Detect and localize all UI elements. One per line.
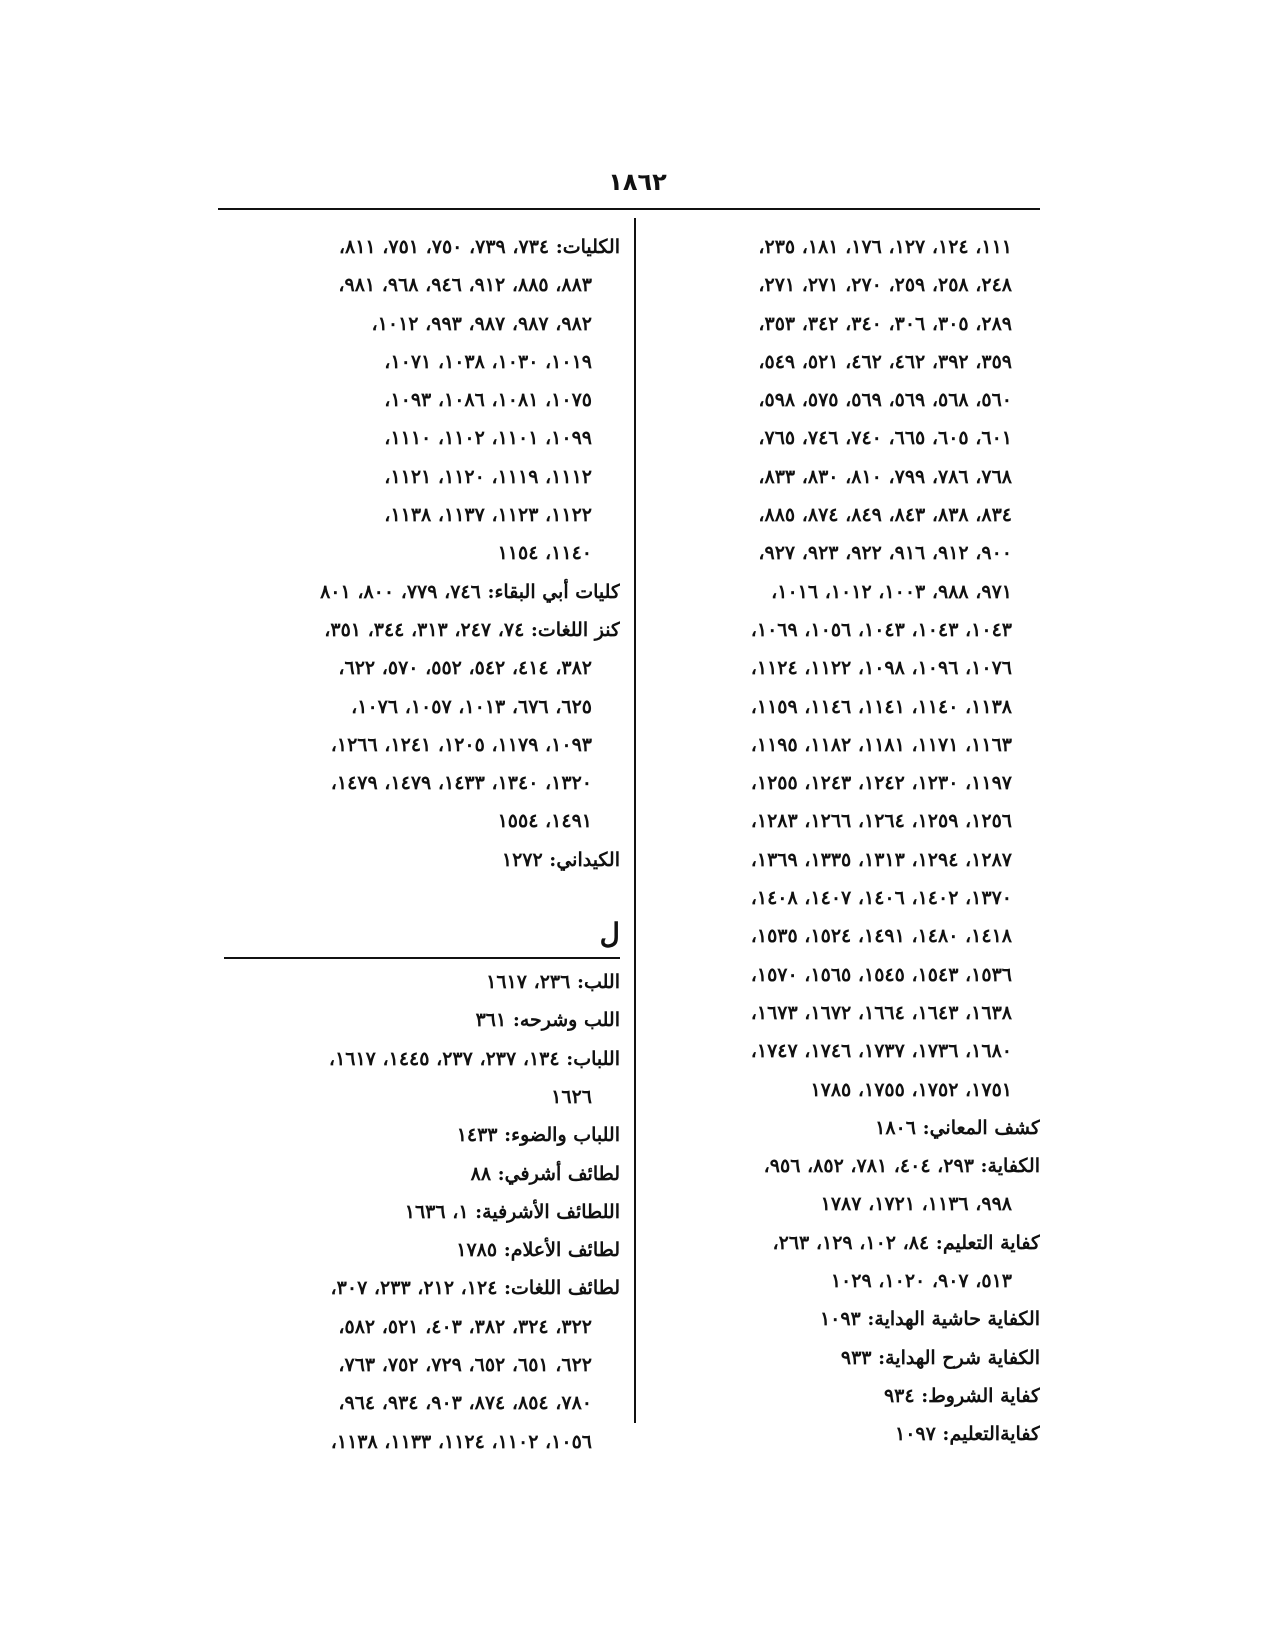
index-continuation-line: ٩٩٨، ١١٣٦، ١٧٢١، ١٧٨٧ (820, 1193, 1012, 1216)
index-entry: اللباب والضوء: ١٤٣٣ (456, 1124, 620, 1147)
index-column-left (224, 228, 620, 1461)
index-column-right (648, 228, 1040, 1454)
index-continuation-line: ١٠٧٥، ١٠٨١، ١٠٨٦، ١٠٩٣، (384, 389, 592, 412)
index-continuation-line: ١١١٢، ١١١٩، ١١٢٠، ١١٢١، (384, 465, 592, 488)
index-continuation-line: ٥١٣، ٩٠٧، ١٠٢٠، ١٠٢٩ (830, 1270, 1012, 1293)
index-continuation-line: ٨٨٣، ٨٨٥، ٩١٢، ٩٤٦، ٩٦٨، ٩٨١، (338, 274, 592, 297)
index-entry: الكفاية شرح الهداية: ٩٣٣ (840, 1346, 1040, 1369)
index-entry: اللب: ٢٣٦، ١٦١٧ (486, 971, 620, 994)
index-continuation-line: ٦٠١، ٦٠٥، ٦٦٥، ٧٤٠، ٧٤٦، ٧٦٥، (758, 427, 1012, 450)
index-continuation-line: ١٧٥١، ١٧٥٢، ١٧٥٥، ١٧٨٥ (810, 1078, 1012, 1101)
index-continuation-line: ١٤١٨، ١٤٨٠، ١٤٩١، ١٥٢٤، ١٥٣٥، (750, 925, 1012, 948)
index-entry: كفاية التعليم: ٨٤، ١٠٢، ١٢٩، ٢٦٣، (772, 1231, 1040, 1254)
index-continuation-line: ١١٦٣، ١١٧١، ١١٨١، ١١٨٢، ١١٩٥، (750, 733, 1012, 756)
index-continuation-line: ١١٩٧، ١٢٣٠، ١٢٤٢، ١٢٤٣، ١٢٥٥، (750, 772, 1012, 795)
index-continuation-line: ٥٦٠، ٥٦٨، ٥٦٩، ٥٦٩، ٥٧٥، ٥٩٨، (758, 389, 1012, 412)
index-entry: كشف المعاني: ١٨٠٦ (875, 1116, 1040, 1139)
index-continuation-line: ١٠٩٩، ١١٠١، ١١٠٢، ١١١٠، (384, 427, 592, 450)
index-entry: كنز اللغات: ٧٤، ٢٤٧، ٣١٣، ٣٤٤، ٣٥١، (324, 618, 620, 641)
header-rule (218, 208, 1040, 210)
index-continuation-line: ١٢٨٧، ١٢٩٤، ١٣١٣، ١٣٣٥، ١٣٦٩، (750, 848, 1012, 871)
index-continuation-line: ٦٢٢، ٦٥١، ٦٥٢، ٧٢٩، ٧٥٢، ٧٦٣، (338, 1354, 592, 1377)
index-continuation-line: ١٥٣٦، ١٥٤٣، ١٥٤٥، ١٥٦٥، ١٥٧٠، (750, 963, 1012, 986)
index-continuation-line: ٢٨٩، ٣٠٥، ٣٠٦، ٣٤٠، ٣٤٢، ٣٥٣، (758, 312, 1012, 335)
index-continuation-line: ١٠٩٣، ١١٧٩، ١٢٠٥، ١٢٤١، ١٢٦٦، (330, 733, 592, 756)
index-continuation-line: ٣٥٩، ٣٩٢، ٤٦٢، ٤٦٢، ٥٢١، ٥٤٩، (758, 350, 1012, 373)
index-continuation-line: ٨٣٤، ٨٣٨، ٨٤٣، ٨٤٩، ٨٧٤، ٨٨٥، (758, 504, 1012, 527)
index-entry: الكليات: ٧٣٤، ٧٣٩، ٧٥٠، ٧٥١، ٨١١، (338, 236, 620, 258)
page-number: ١٨٦٢ (608, 168, 667, 196)
index-continuation-line: ٩٨٢، ٩٨٧، ٩٨٧، ٩٩٣، ١٠١٢، (371, 312, 592, 335)
index-continuation-line: ٧٦٨، ٧٨٦، ٧٩٩، ٨١٠، ٨٣٠، ٨٣٣، (758, 465, 1012, 488)
index-entry: لطائف أشرفي: ٨٨ (470, 1162, 620, 1185)
index-entries-lam (224, 963, 620, 1461)
index-continuation-line: ١٠٧٦، ١٠٩٦، ١٠٩٨، ١١٢٢، ١١٢٤، (750, 657, 1012, 680)
index-continuation-line: ٣٨٢، ٤١٤، ٥٤٢، ٥٥٢، ٥٧٠، ٦٢٢، (338, 657, 592, 680)
index-continuation-line: ١١٤٠، ١١٥٤ (497, 542, 592, 565)
index-entry: كفايةالتعليم: ١٠٩٧ (894, 1423, 1040, 1446)
index-entry: كليات أبي البقاء: ٧٤٦، ٧٧٩، ٨٠٠، ٨٠١ (320, 580, 620, 603)
index-continuation-line: ٢٤٨، ٢٥٨، ٢٥٩، ٢٧٠، ٢٧١، ٢٧١، (758, 274, 1012, 297)
index-continuation-line: ٧٨٠، ٨٥٤، ٨٧٤، ٩٠٣، ٩٣٤، ٩٦٤، (338, 1392, 592, 1415)
index-continuation-line: ١٠١٩، ١٠٣٠، ١٠٣٨، ١٠٧١، (384, 350, 592, 373)
index-entry: اللطائف الأشرفية: ١، ١٦٣٦ (404, 1200, 620, 1223)
index-continuation-line: ١١٣٨، ١١٤٠، ١١٤١، ١١٤٦، ١١٥٩، (750, 695, 1012, 718)
index-continuation-line: ١٤٩١، ١٥٥٤ (497, 810, 592, 833)
index-continuation-line: ١١٢٢، ١١٢٣، ١١٣٧، ١١٣٨، (384, 504, 592, 527)
index-continuation-line: ١٢٥٦، ١٢٥٩، ١٢٦٤، ١٢٦٦، ١٢٨٣، (750, 810, 1012, 833)
index-entry: كفاية الشروط: ٩٣٤ (883, 1384, 1040, 1407)
index-continuation-line: ٩٠٠، ٩١٢، ٩١٦، ٩٢٢، ٩٢٣، ٩٢٧، (758, 542, 1012, 565)
index-continuation-line: ١٦٢٦ (551, 1085, 592, 1108)
index-entry: الكيداني: ١٢٧٢ (501, 848, 620, 871)
index-continuation-line: ١٠٥٦، ١١٠٢، ١١٢٤، ١١٣٣، ١١٣٨، (330, 1430, 592, 1453)
section-rule (224, 957, 620, 959)
index-continuation-line: ١٣٢٠، ١٣٤٠، ١٤٣٣، ١٤٧٩، ١٤٧٩، (330, 772, 592, 795)
index-entry: الكفاية: ٢٩٣، ٤٠٤، ٧٨١، ٨٥٢، ٩٥٦، (763, 1155, 1040, 1178)
section-letter-lam: ل (599, 917, 620, 951)
index-continuation-line: ٦٢٥، ٦٧٦، ١٠١٣، ١٠٥٧، ١٠٧٦، (351, 695, 592, 718)
index-continuation-line: ٩٧١، ٩٨٨، ١٠٠٣، ١٠١٢، ١٠١٦، (771, 580, 1012, 603)
index-continuation-line: ١٣٧٠، ١٤٠٢، ١٤٠٦، ١٤٠٧، ١٤٠٨، (750, 887, 1012, 910)
index-entries-kaf (224, 228, 620, 879)
index-entry: لطائف اللغات: ١٢٤، ٢١٢، ٢٣٣، ٣٠٧، (330, 1277, 620, 1300)
column-divider (634, 218, 636, 1423)
index-continuation-line: ١٦٣٨، ١٦٤٣، ١٦٦٤، ١٦٧٢، ١٦٧٣، (750, 1001, 1012, 1024)
index-continuation-line: ٣٢٢، ٣٢٤، ٣٨٢، ٤٠٣، ٥٢١، ٥٨٢، (338, 1315, 592, 1338)
index-entry: اللب وشرحه: ٣٦١ (475, 1009, 620, 1032)
index-continuation-line: ١٠٤٣، ١٠٤٣، ١٠٤٣، ١٠٥٦، ١٠٦٩، (750, 618, 1012, 641)
index-continuation-line: ١٦٨٠، ١٧٣٦، ١٧٣٧، ١٧٤٦، ١٧٤٧، (750, 1040, 1012, 1063)
index-continuation-line: ١١١، ١٢٤، ١٢٧، ١٧٦، ١٨١، ٢٣٥، (758, 236, 1012, 258)
index-entry: لطائف الأعلام: ١٧٨٥ (456, 1239, 620, 1262)
index-entry: اللباب: ١٣٤، ٢٣٧، ٢٣٧، ١٤٤٥، ١٦١٧، (328, 1047, 620, 1070)
index-entry: الكفاية حاشية الهداية: ١٠٩٣ (819, 1308, 1040, 1331)
